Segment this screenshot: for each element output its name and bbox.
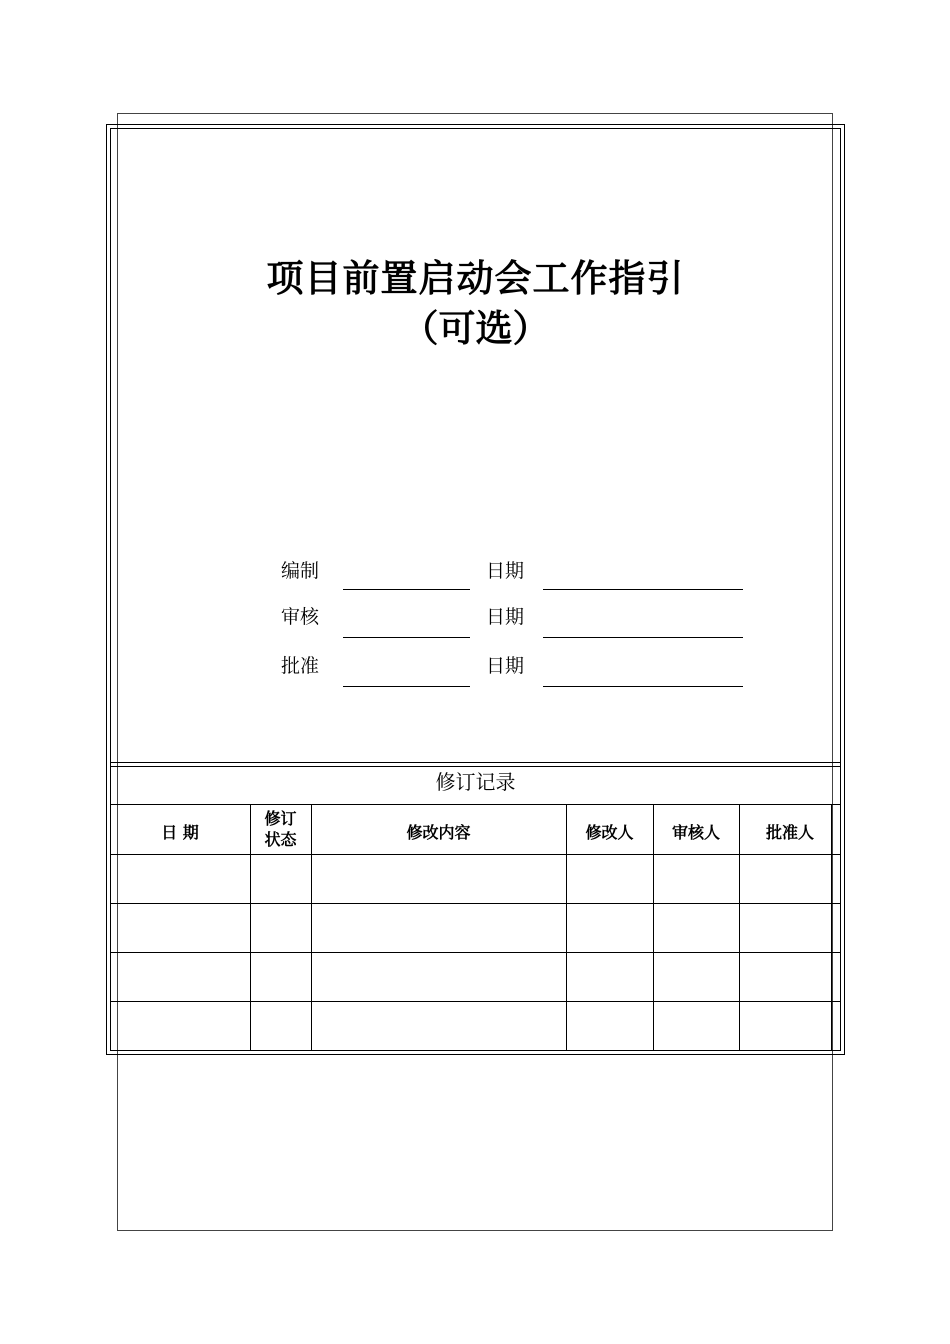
column-header-modifier: 修改人 [585, 823, 634, 842]
date-line-approve[interactable] [543, 686, 743, 687]
table-row[interactable] [110, 903, 831, 952]
revision-record-title: 修订记录 [435, 770, 516, 794]
signature-line-approve[interactable] [343, 686, 470, 687]
date-line-compile[interactable] [543, 589, 743, 590]
table-row[interactable] [110, 854, 831, 903]
signature-role-review: 审核 [281, 606, 320, 628]
signature-line-compile[interactable] [343, 589, 470, 590]
signature-role-compile: 编制 [281, 560, 320, 582]
column-header-change-content: 修改内容 [406, 823, 471, 842]
revision-top-border [110, 762, 841, 763]
signature-line-review[interactable] [343, 637, 470, 638]
document-title: 项目前置启动会工作指引 [266, 256, 685, 300]
document-subtitle: （可选） [401, 306, 550, 350]
signature-role-approve: 批准 [281, 655, 320, 677]
table-row[interactable] [110, 952, 831, 1001]
table-row[interactable] [110, 1001, 831, 1051]
date-line-review[interactable] [543, 637, 743, 638]
column-header-reviewer: 审核人 [671, 823, 720, 842]
signature-date-label-review: 日期 [486, 606, 525, 628]
column-header-approver: 批准人 [765, 823, 814, 842]
signature-date-label-compile: 日期 [486, 560, 525, 582]
column-header-date: 日 期 [161, 823, 199, 842]
revision-header-top [110, 804, 841, 805]
signature-date-label-approve: 日期 [486, 655, 525, 677]
column-header-revision-status: 修订 状态 [264, 809, 297, 849]
